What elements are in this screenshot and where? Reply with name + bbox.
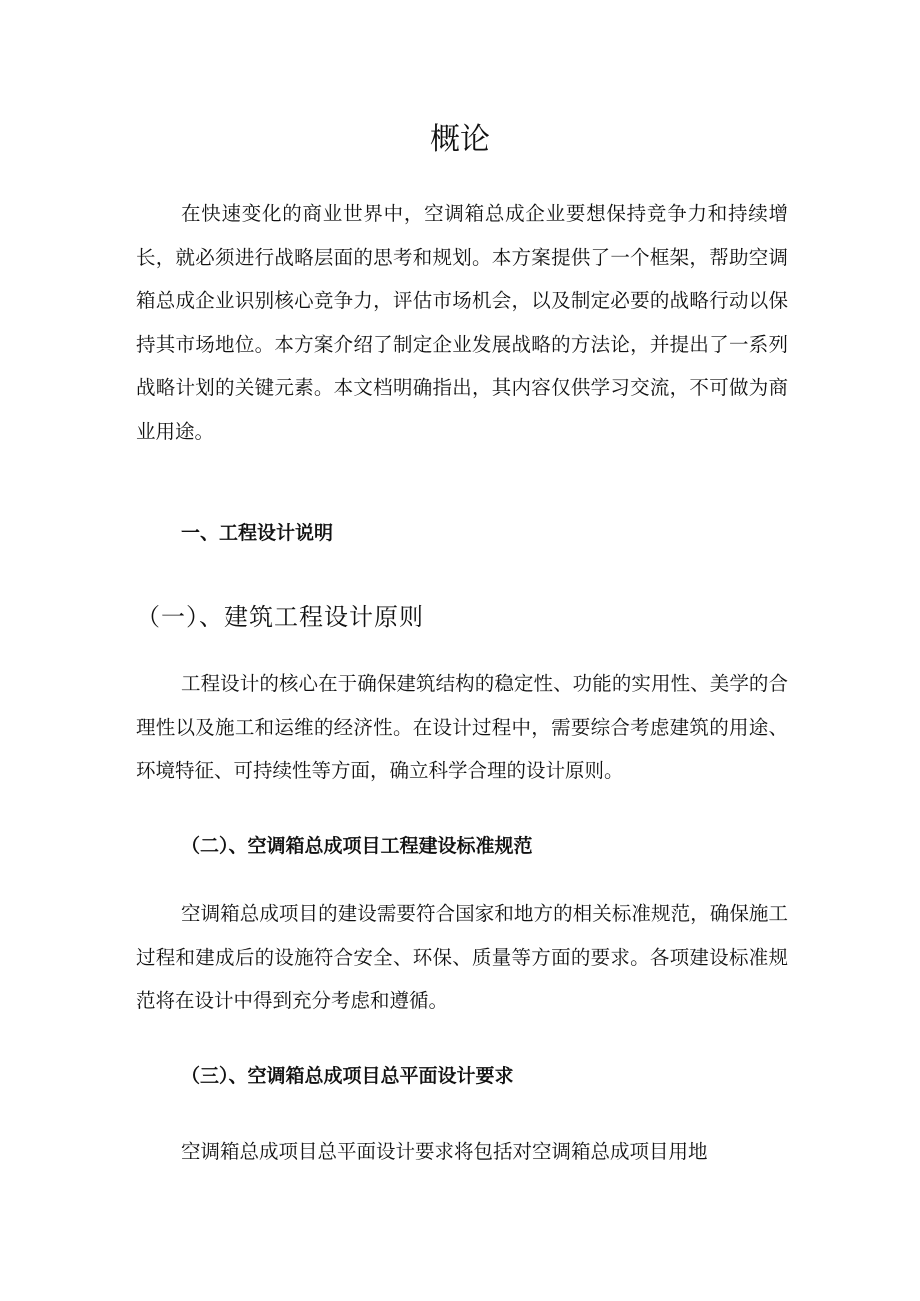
design-principles-paragraph: 工程设计的核心在于确保建筑结构的稳定性、功能的实用性、美学的合理性以及施工和运维的经济性。在设计过程中，需要综合考虑建筑的用途、环境特征、可持续性等方面，确立科学合理的设计原则。 — [136, 672, 788, 782]
site-plan-paragraph: 空调箱总成项目总平面设计要求将包括对空调箱总成项目用地 — [181, 1140, 708, 1163]
standards-paragraph: 空调箱总成项目的建设需要符合国家和地方的相关标准规范，确保施工过程和建成后的设施符合安全、环保、质量等方面的要求。各项建设标准规范将在设计中得到充分考虑和遵循。 — [136, 902, 788, 1012]
section-heading-engineering-design: 一、工程设计说明 — [181, 522, 334, 544]
subsection-heading-site-plan: （三）、空调箱总成项目总平面设计要求 — [181, 1065, 514, 1087]
intro-paragraph: 在快速变化的商业世界中，空调箱总成企业要想保持竞争力和持续增长，就必须进行战略层面的思考和规划。本方案提供了一个框架，帮助空调箱总成企业识别核心竞争力，评估市场机会，以及制定必要的战略行动以保持其市场地位。本方案介绍了制定企业发展战略的方法论，并提出了一系列战略计划的关键元素。本文档明确指出，其内容仅供学习交流，不可做为商业用途。 — [136, 202, 788, 443]
document-title: 概论 — [430, 122, 490, 157]
subsection-heading-design-principles: （一）、建筑工程设计原则 — [136, 603, 424, 631]
subsection-heading-standards: （二）、空调箱总成项目工程建设标准规范 — [181, 835, 533, 857]
